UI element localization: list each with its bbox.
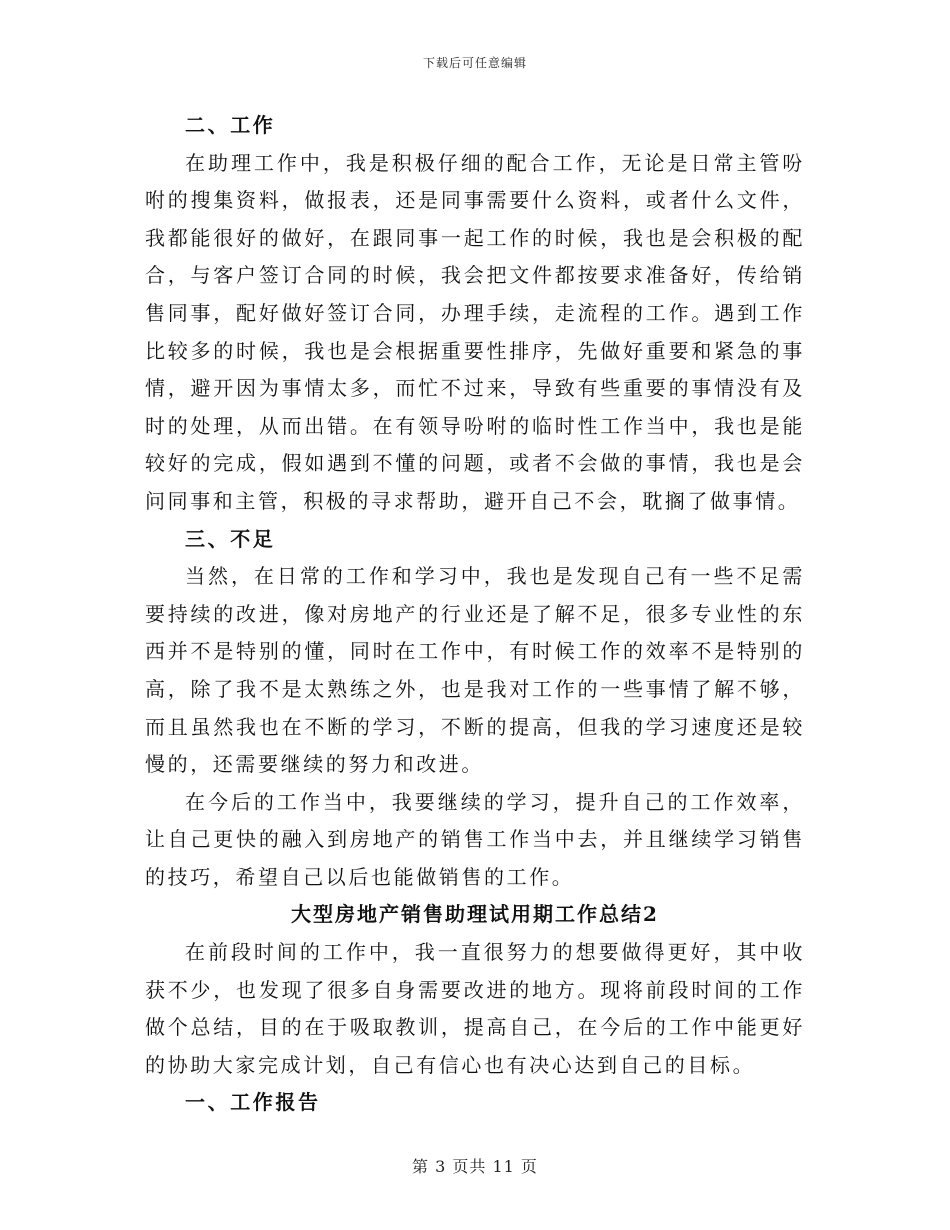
paragraph-work: 在助理工作中，我是积极仔细的配合工作，无论是日常主管吩咐的搜集资料，做报表，还是同事需要什么资料，或者什么文件，我都能很好的做好，在跟同事一起工作的时候，我也是会积极的配合，与客户签订合同的时候，我会把文件都按要求准备好，传给销售同事，配好做好签订合同，办理手续，走流程的工作。遇到工作比较多的时候，我也是会根据重要性排序，先做好重要和紧急的事情，避开因为事情太多，而忙不过来，导致有些重要的事情没有及时的处理，从而出错。在有领导吩咐的临时性工作当中，我也是能较好的完成，假如遇到不懂的问题，或者不会做的事情，我也是会问同事和主管，积极的寻求帮助，避开自己不会，耽搁了做事情。 [145, 150, 805, 513]
paragraph-future-plan: 在今后的工作当中，我要继续的学习，提升自己的工作效率，让自己更快的融入到房地产的销售工作当中去，并且继续学习销售的技巧，希望自己以后也能做销售的工作。 [145, 789, 805, 889]
section-heading-work: 二、工作 [185, 113, 276, 137]
section-heading-work-report: 一、工作报告 [185, 1090, 321, 1115]
header-note: 下载后可任意编辑 [422, 56, 527, 70]
document-body [145, 107, 805, 1122]
paragraph-shortcomings: 当然，在日常的工作和学习中，我也是发现自己有一些不足需要持续的改进，像对房地产的行业还是了解不足，很多专业性的东西并不是特别的懂，同时在工作中，有时候工作的效率不是特别的高，除了我不是太熟练之外，也是我对工作的一些事情了解不够，而且虽然我也在不断的学习，不断的提高，但我的学习速度还是较慢的，还需要继续的努力和改进。 [145, 564, 805, 777]
paragraph-article-intro: 在前段时间的工作中，我一直很努力的想要做得更好，其中收获不少，也发现了很多自身需要改进的地方。现将前段时间的工作做个总结，目的在于吸取教训，提高自己，在今后的工作中能更好的协助大家完成计划，自己有信心也有决心达到自己的目标。 [145, 940, 805, 1077]
page-number-footer: 第 3 页共 11 页 [412, 1157, 538, 1176]
section-heading-shortcomings: 三、不足 [185, 526, 276, 551]
article-title: 大型房地产销售助理试用期工作总结2 [291, 902, 659, 927]
